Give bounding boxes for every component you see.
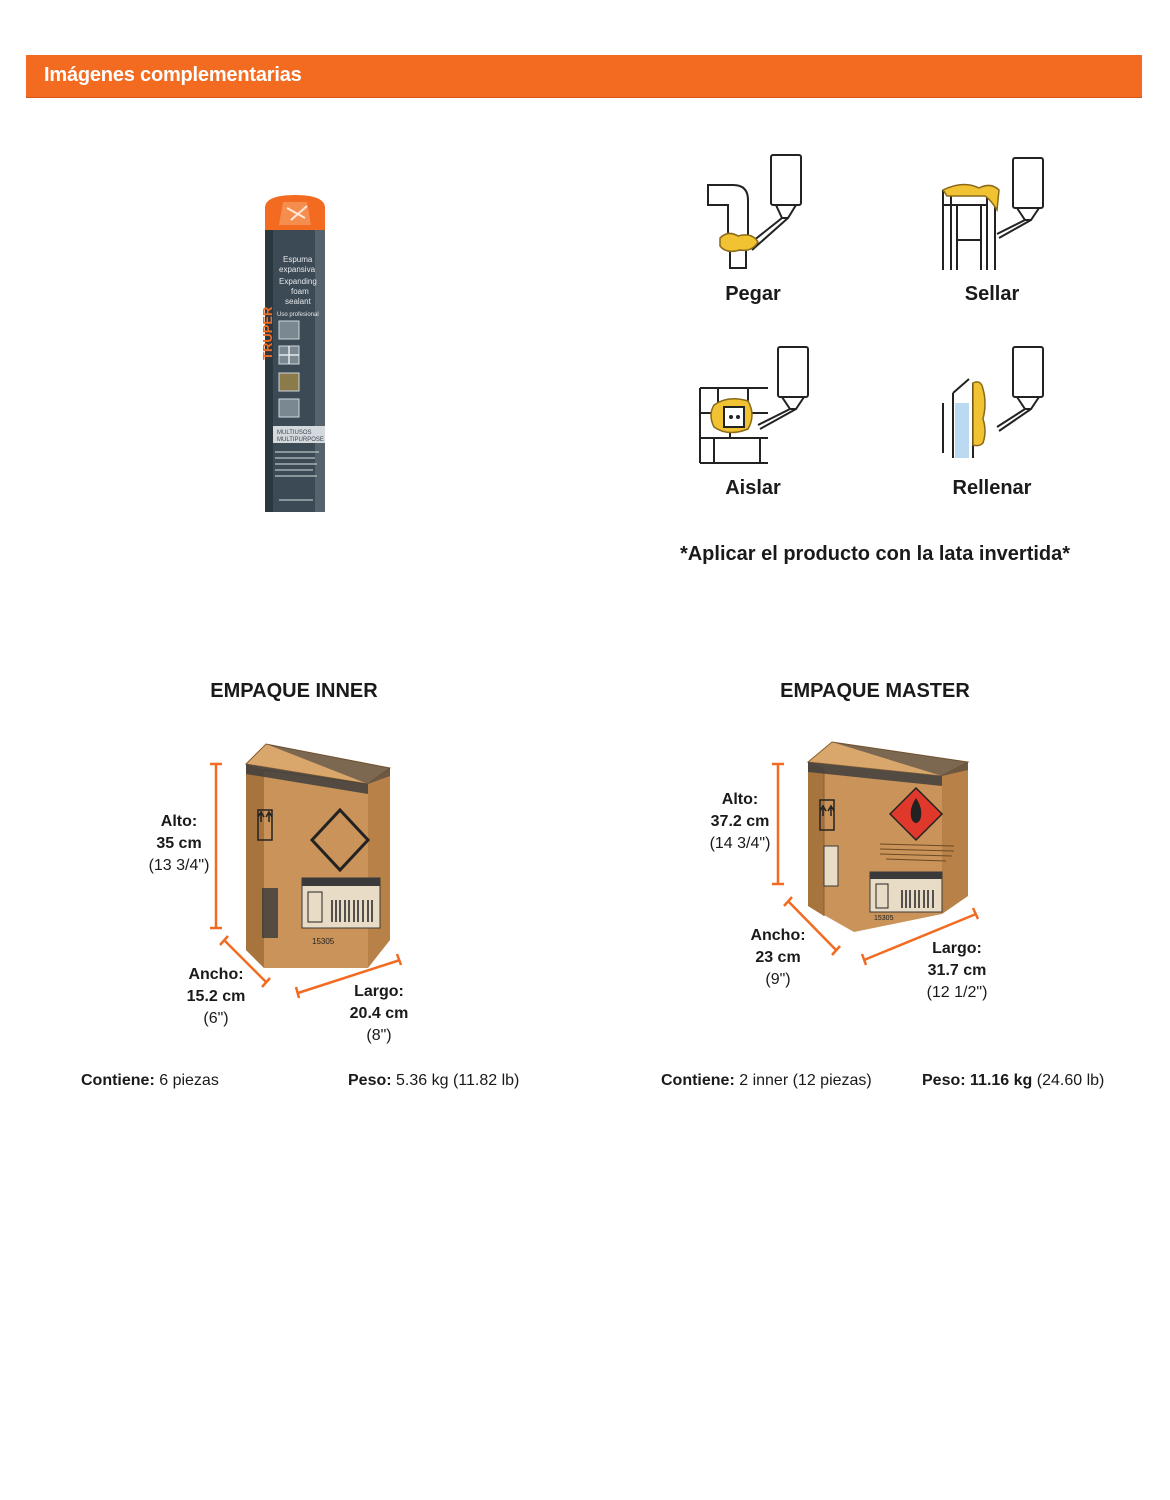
master-alto (685, 789, 795, 855)
use-aislar (668, 343, 838, 513)
master-ancho-in: (9") (765, 971, 791, 988)
use-label-aislar: Aislar (725, 477, 781, 499)
inner-alto-cm: 35 cm (156, 835, 202, 852)
inner-ancho-cm: 15.2 cm (186, 988, 246, 1005)
inner-largo-label: Largo: (354, 983, 404, 1000)
master-contiene-value: 2 inner (12 piezas) (739, 1072, 872, 1089)
inner-peso-lb: (11.82 lb) (452, 1072, 520, 1089)
inner-ancho-label: Ancho: (188, 966, 244, 983)
inner-peso-label: Peso: (348, 1072, 392, 1089)
master-largo-label: Largo: (932, 940, 982, 957)
use-rellenar (907, 343, 1077, 513)
inner-alto (124, 811, 234, 877)
inner-ancho (161, 964, 271, 1030)
master-ancho-cm: 23 cm (755, 949, 801, 966)
inner-largo-cm: 20.4 cm (349, 1005, 409, 1022)
master-alto-in: (14 3/4") (709, 835, 771, 852)
can-line-2: expansiva (279, 265, 316, 274)
use-label-rellenar: Rellenar (952, 477, 1032, 499)
section-header-bar (26, 55, 1142, 98)
can-line-5: sealant (285, 297, 311, 306)
inner-largo-in: (8") (366, 1027, 392, 1044)
inner-ancho-in: (6") (203, 1010, 229, 1027)
master-contiene (661, 1072, 872, 1090)
master-largo-in: (12 1/2") (926, 984, 988, 1001)
inner-alto-in: (13 3/4") (148, 857, 210, 874)
glue-icon (668, 150, 838, 280)
usage-note: *Aplicar el producto con la lata invertida* (679, 543, 1071, 565)
inner-peso (348, 1072, 519, 1090)
master-box-code: 15305 (874, 915, 894, 922)
master-title: EMPAQUE MASTER (780, 680, 970, 702)
insulate-icon (668, 343, 838, 473)
master-ancho (723, 925, 833, 991)
master-ancho-label: Ancho: (750, 927, 806, 944)
fill-icon (907, 343, 1077, 473)
can-usage: Uso profesional (277, 312, 319, 318)
master-peso (922, 1072, 1104, 1090)
inner-largo (324, 981, 434, 1047)
can-line-4: foam (291, 287, 309, 296)
inner-box-code: 15305 (312, 937, 335, 946)
can-multi-es: MULTIUSOS (277, 430, 312, 436)
inner-contiene-value: 6 piezas (159, 1072, 219, 1089)
use-label-sellar: Sellar (964, 283, 1020, 305)
can-line-1: Espuma (283, 255, 313, 264)
can-brand: TRUPER (260, 306, 275, 360)
inner-peso-kg: 5.36 kg (396, 1072, 449, 1089)
inner-title: EMPAQUE INNER (210, 680, 378, 702)
master-alto-cm: 37.2 cm (710, 813, 770, 830)
master-peso-kg: 11.16 kg (970, 1072, 1033, 1089)
master-largo-cm: 31.7 cm (927, 962, 987, 979)
use-sellar (907, 150, 1077, 320)
inner-contiene (81, 1072, 219, 1090)
master-alto-label: Alto: (721, 791, 759, 808)
master-largo (902, 938, 1012, 1004)
section-title: Imágenes complementarias (44, 64, 302, 86)
can-multi-en: MULTIPURPOSE (277, 437, 324, 443)
master-peso-lb: (24.60 lb) (1036, 1072, 1105, 1089)
can-line-3: Expanding (279, 277, 317, 286)
master-peso-label: Peso: (922, 1072, 966, 1089)
seal-icon (907, 150, 1077, 280)
inner-alto-label: Alto: (160, 813, 198, 830)
product-can-image (255, 190, 335, 520)
use-pegar (668, 150, 838, 320)
use-label-pegar: Pegar (725, 283, 781, 305)
master-contiene-label: Contiene: (661, 1072, 735, 1089)
inner-contiene-label: Contiene: (81, 1072, 155, 1089)
